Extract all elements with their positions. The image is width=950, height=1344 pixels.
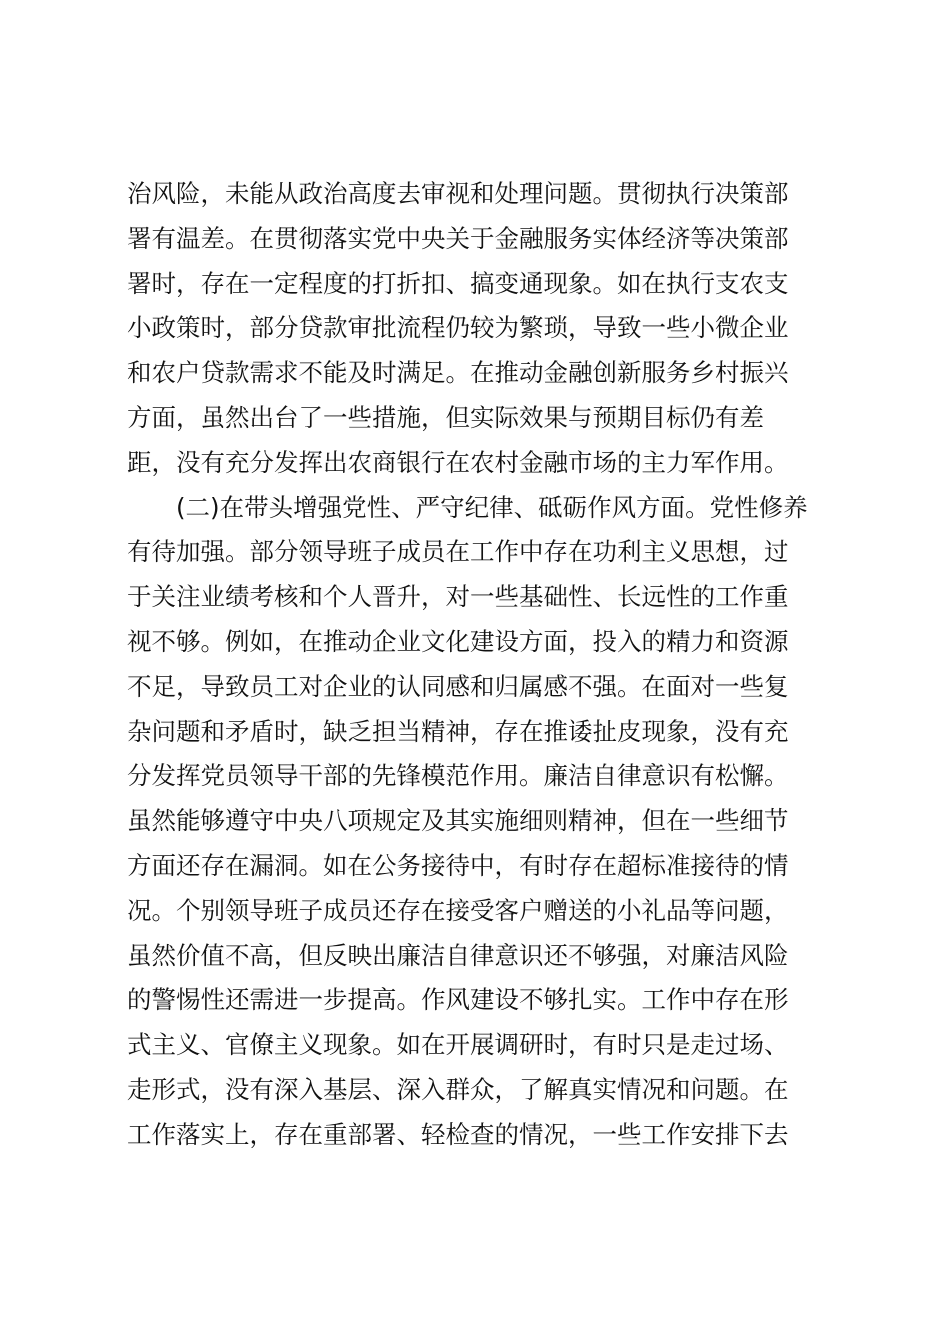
text-line: 的警惕性还需进一步提高。作风建设不够扎实。工作中存在形 [127,985,789,1015]
text-line: 方面，虽然出台了一些措施，但实际效果与预期目标仍有差 [127,402,764,432]
section-heading-line: (二)在带头增强党性、严守纪律、砥砺作风方面。党性修养 [176,492,808,522]
text-line: 有待加强。部分领导班子成员在工作中存在功利主义思想，过 [127,537,789,567]
text-line: 署有温差。在贯彻落实党中央关于金融服务实体经济等决策部 [127,223,789,253]
text-line: 治风险，未能从政治高度去审视和处理问题。贯彻执行决策部 [127,179,789,208]
text-line: 署时，存在一定程度的打折扣、搞变通现象。如在执行支农支 [127,268,789,298]
text-line: 小政策时，部分贷款审批流程仍较为繁琐，导致一些小微企业 [127,313,789,343]
text-line: 虽然能够遵守中央八项规定及其实施细则精神，但在一些细节 [127,806,789,836]
body-text [127,172,827,1158]
text-line: 和农户贷款需求不能及时满足。在推动金融创新服务乡村振兴 [127,358,789,388]
text-line: 走形式，没有深入基层、深入群众，了解真实情况和问题。在 [127,1074,789,1104]
text-line: 距，没有充分发挥出农商银行在农村金融市场的主力军作用。 [127,447,789,477]
text-line: 工作落实上，存在重部署、轻检查的情况，一些工作安排下去 [127,1119,789,1149]
text-line: 杂问题和矛盾时，缺乏担当精神，存在推诿扯皮现象，没有充 [127,716,789,746]
text-line: 分发挥党员领导干部的先锋模范作用。廉洁自律意识有松懈。 [127,761,789,791]
text-line: 视不够。例如，在推动企业文化建设方面，投入的精力和资源 [127,626,789,656]
text-line: 不足，导致员工对企业的认同感和归属感不强。在面对一些复 [127,671,789,701]
text-line: 式主义、官僚主义现象。如在开展调研时，有时只是走过场、 [127,1030,789,1060]
text-line: 虽然价值不高，但反映出廉洁自律意识还不够强，对廉洁风险 [127,940,789,970]
text-line: 况。个别领导班子成员还存在接受客户赠送的小礼品等问题， [127,895,789,925]
text-line: 于关注业绩考核和个人晋升，对一些基础性、长远性的工作重 [127,582,789,612]
text-line: 方面还存在漏洞。如在公务接待中，有时存在超标准接待的情 [127,850,789,880]
